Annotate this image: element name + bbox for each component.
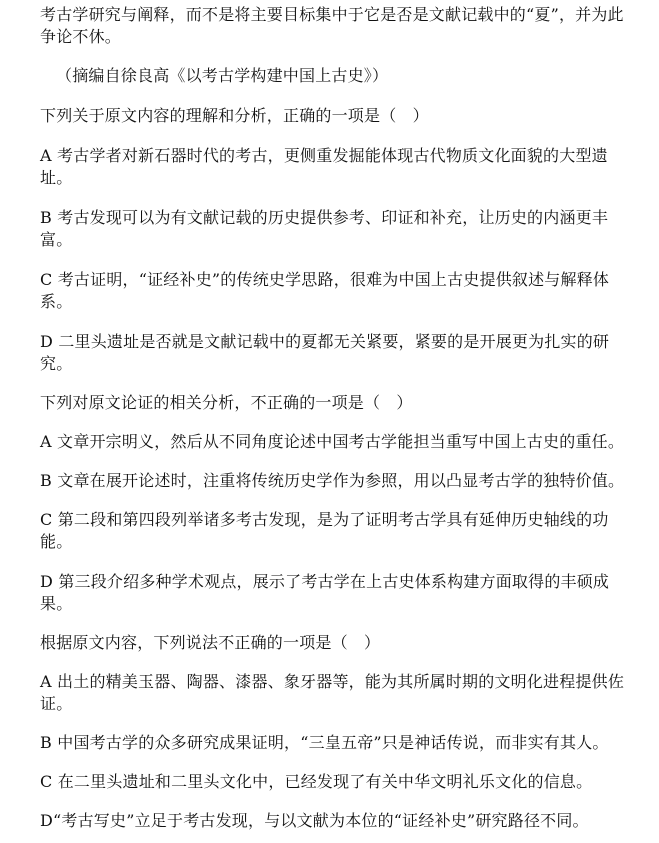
- question-1-option-d: D 二里头遗址是否就是文献记载中的夏都无关紧要，紧要的是开展更为扎实的研究。: [40, 332, 610, 373]
- question-2-stem: 下列对原文论证的相关分析，不正确的一项是（ ）: [40, 393, 413, 412]
- intro-paragraph: 考古学研究与阐释，而不是将主要目标集中于它是否是文献记载中的“夏”，并为此争论不休。: [40, 5, 624, 46]
- question-3-option-c: C 在二里头遗址和二里头文化中，已经发现了有关中华文明礼乐文化的信息。: [40, 772, 593, 791]
- question-3-option-d: D“考古写史”立足于考古发现，与以文献为本位的“证经补史”研究路径不同。: [40, 811, 589, 830]
- question-2-option-a: A 文章开宗明义，然后从不同角度论述中国考古学能担当重写中国上古史的重任。: [40, 432, 625, 451]
- question-1-stem: 下列关于原文内容的理解和分析，正确的一项是（ ）: [40, 106, 429, 125]
- question-2-option-d: D 第三段介绍多种学术观点，展示了考古学在上古史体系构建方面取得的丰硕成果。: [40, 572, 610, 613]
- question-3-stem: 根据原文内容，下列说法不正确的一项是（ ）: [40, 633, 381, 652]
- question-2-option-b: B 文章在展开论述时，注重将传统历史学作为参照，用以凸显考古学的独特价值。: [40, 471, 625, 490]
- question-2-option-c: C 第二段和第四段列举诸多考古发现，是为了证明考古学具有延伸历史轴线的功能。: [40, 510, 609, 551]
- source-citation: （摘编自徐良高《以考古学构建中国上古史》）: [56, 66, 389, 85]
- question-1-option-b: B 考古发现可以为有文献记载的历史提供参考、印证和补充，让历史的内涵更丰富。: [40, 208, 609, 249]
- question-1-option-a: A 考古学者对新石器时代的考古，更侧重发掘能体现古代物质文化面貌的大型遗址。: [40, 146, 608, 187]
- question-3-option-a: A 出土的精美玉器、陶器、漆器、象牙器等，能为其所属时期的文明化进程提供佐证。: [40, 672, 625, 713]
- question-3-option-b: B 中国考古学的众多研究成果证明，“三皇五帝”只是神话传说，而非实有其人。: [40, 733, 609, 752]
- question-1-option-c: C 考古证明，“证经补史”的传统史学思路，很难为中国上古史提供叙述与解释体系。: [40, 270, 610, 311]
